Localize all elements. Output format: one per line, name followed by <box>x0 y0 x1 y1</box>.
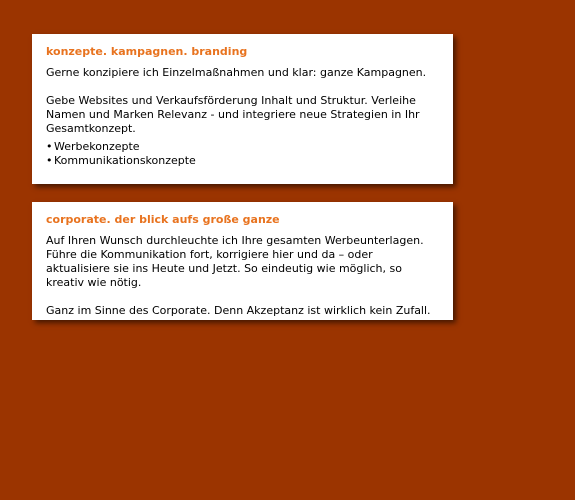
bullet-icon: • <box>46 140 53 153</box>
list-item <box>46 154 439 168</box>
list-item-label: Werbekonzepte <box>54 140 140 153</box>
bullet-icon: • <box>46 154 53 167</box>
intro-paragraph: Gerne konzipiere ich Einzelmaßnahmen und klar: ganze Kampagnen. <box>46 66 427 79</box>
body-paragraph: Auf Ihren Wunsch durchleuchte ich Ihre gesamten Werbeunterlagen. Führe die Kommunikation fort, korrigiere hier und da – oder aktualisiere sie ins Heute und Jetzt. So eindeutig wie möglich, so kreativ wie nötig. <box>46 234 424 289</box>
section-heading: corporate. der blick aufs große ganze <box>46 213 280 226</box>
list-item <box>46 140 439 154</box>
content-card-corporate <box>32 202 453 320</box>
bullet-list <box>46 140 439 168</box>
content-card-konzepte <box>32 34 453 184</box>
section-heading: konzepte. kampagnen. branding <box>46 45 248 58</box>
body-paragraph: Gebe Websites und Verkaufsförderung Inhalt und Struktur. Verleihe Namen und Marken Relevanz - und integriere neue Strategien in Ihr Gesamtkonzept. <box>46 94 420 135</box>
paragraph-spacer <box>46 80 439 94</box>
closing-paragraph: Ganz im Sinne des Corporate. Denn Akzeptanz ist wirklich kein Zufall. <box>46 304 431 317</box>
list-item-label: Kommunikationskonzepte <box>54 154 196 167</box>
paragraph-spacer <box>46 290 439 304</box>
